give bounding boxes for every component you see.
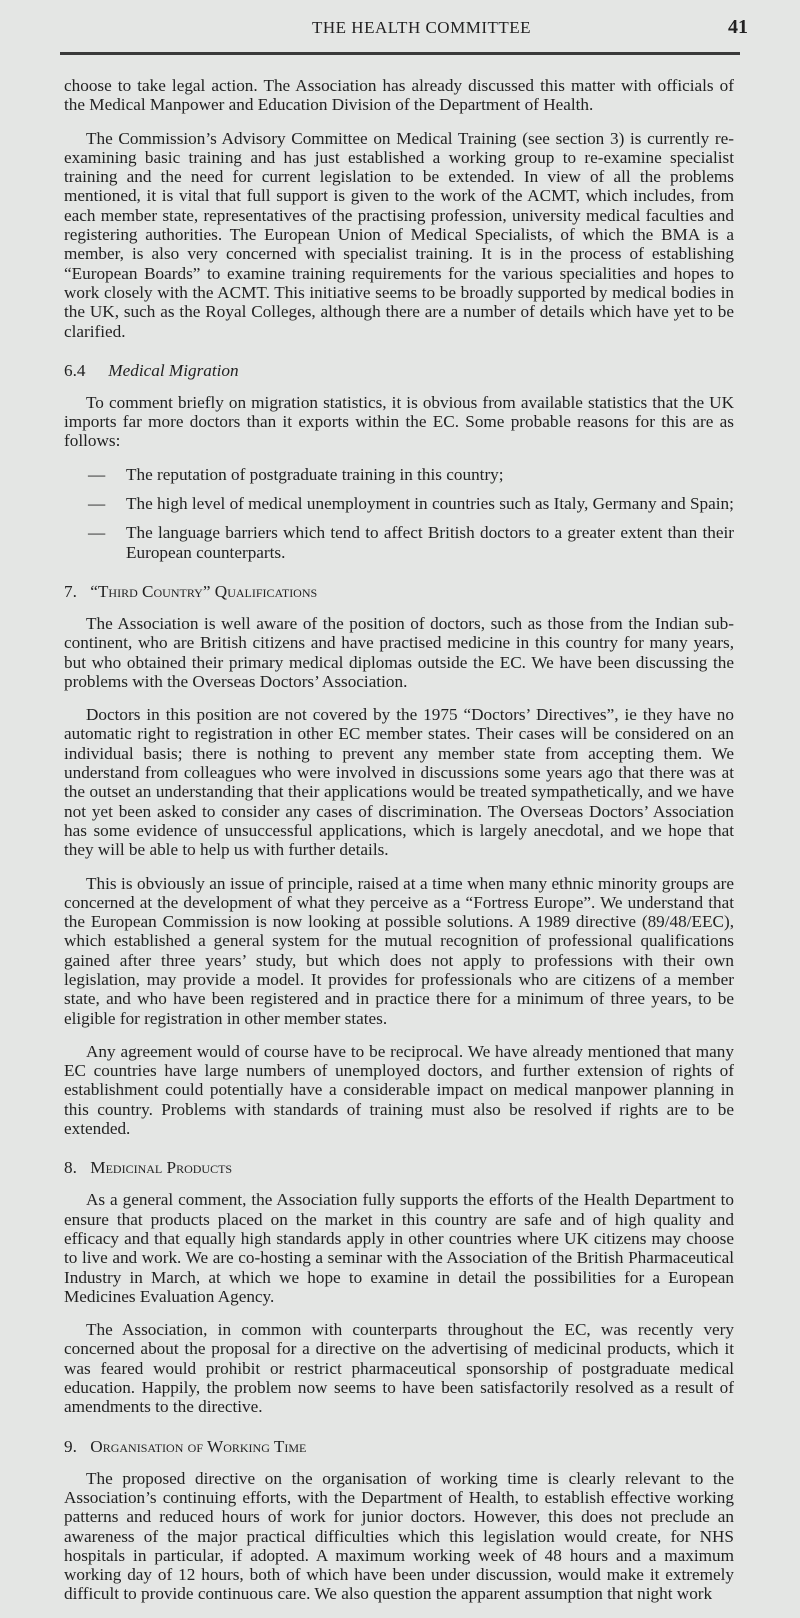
paragraph: As a general comment, the Association fully supports the efforts of the Health Department to ensure that products placed on the market in this country are safe and of high quality and efficacy and that equally high standards apply in other countries where UK citizens may choose to live and work. We are co-hosting a seminar with the Association of the British Pharmaceutical Industry in March, at which we hope to examine in detail the possibilities for a European Medicines Evaluation Agency. bbox=[64, 1190, 734, 1306]
list-item bbox=[64, 494, 734, 513]
header-title: THE HEALTH COMMITTEE bbox=[312, 18, 532, 37]
paragraph: The Association is well aware of the position of doctors, such as those from the Indian sub-continent, who are British citizens and have practised medicine in this country for many years, but who obtained their primary medical diplomas outside the EC. We have been discussing the problems with the Overseas Doctors’ Association. bbox=[64, 613, 734, 691]
section-number: 6.4 bbox=[64, 360, 86, 380]
paragraph: Doctors in this position are not covered by the 1975 “Doctors’ Directives”, ie they have no automatic right to registration in other EC member states. Their cases will be considered on an individual basis; there is nothing to prevent any member state from accepting them. We understand from colleagues who were involved in discussions some years ago that there was at the outset an understanding that their applications would be treated sympathetically, and we have not yet been asked to consider any cases of discrimination. The Overseas Doctors’ Association has some evidence of unsuccessful applications, which is largely anecdotal, and we hope that they will be able to help us with further details. bbox=[64, 705, 734, 860]
section-title: Organisation of Working Time bbox=[90, 1436, 307, 1456]
section-number: 8. bbox=[64, 1158, 77, 1178]
list-item-text: The language barriers which tend to affect British doctors to a greater extent than their European counterparts. bbox=[126, 523, 734, 562]
dash-marker: — bbox=[88, 494, 106, 514]
dash-marker: — bbox=[88, 523, 106, 543]
page-number: 41 bbox=[728, 16, 748, 38]
paragraph: The Association, in common with counterparts throughout the EC, was recently very concerned about the proposal for a directive on the advertising of medicinal products, which it was feared would prohibit or restrict pharmaceutical sponsorship of postgraduate medical education. Happily, the problem now seems to have been satisfactorily resolved as a result of amendments to the directive. bbox=[64, 1320, 734, 1417]
dash-marker: — bbox=[88, 464, 106, 484]
header-rule bbox=[60, 52, 740, 55]
section-number: 7. bbox=[64, 581, 77, 601]
list-item-text: The reputation of postgraduate training in this country; bbox=[126, 464, 504, 484]
list-item bbox=[64, 523, 734, 562]
paragraph: Any agreement would of course have to be reciprocal. We have already mentioned that many EC countries have large numbers of unemployed doctors, and further extension of rights of establishment could potentially have a considerable impact on medical manpower planning in this country. Problems with standards of training must also be resolved if rights are to be extended. bbox=[64, 1041, 734, 1139]
paragraph: To comment briefly on migration statistics, it is obvious from available statistics that the UK imports far more doctors than it exports within the EC. Some probable reasons for this are as follows: bbox=[64, 392, 734, 451]
section-title: Medical Migration bbox=[108, 360, 239, 380]
section-heading-6-4 bbox=[64, 361, 734, 381]
paragraph: This is obviously an issue of principle, raised at a time when many ethnic minority groups are concerned at the development of what they perceive as a “Fortress Europe”. We understand that the European Commission is now looking at possible solutions. A 1989 directive (89/48/EEC), which established a general system for the mutual recognition of professional qualifications gained after three years’ study, but which does not apply to professions with their own legislation, may provide a model. It provides for professionals who are citizens of a member state, and who have been registered and in practice there for a minimum of three years, to be eligible for registration in other member states. bbox=[64, 873, 734, 1028]
paragraph: The proposed directive on the organisation of working time is clearly relevant to the Association’s continuing efforts, with the Department of Health, to establish effective working patterns and reduced hours of work for junior doctors. However, this does not preclude an awareness of the major practical difficulties which this legislation would create, for NHS hospitals in particular, if adopted. A maximum working week of 48 hours and a maximum working day of 12 hours, both of which have been under discussion, would make it extremely difficult to provide continuous care. We also question the apparent assumption that night work bbox=[64, 1468, 734, 1604]
section-heading-7 bbox=[64, 582, 734, 602]
section-title: “Third Country” Qualifications bbox=[90, 581, 318, 601]
running-header bbox=[0, 18, 800, 48]
paragraph: The Commission’s Advisory Committee on Medical Training (see section 3) is currently re-examining basic training and has just established a working group to re-examine specialist training and the need for current legislation to be extended. In view of all the problems mentioned, it is vital that full support is given to the work of the ACMT, which includes, from each member state, representatives of the practising profession, university medical faculties and registering authorities. The European Union of Medical Specialists, of which the BMA is a member, is also very concerned with specialist training. It is in the process of establishing “European Boards” to examine training requirements for the various specialities and hopes to work closely with the ACMT. This initiative seems to be broadly supported by medical bodies in the UK, such as the Royal Colleges, although there are a number of details which have yet to be clarified. bbox=[64, 128, 734, 341]
list-item bbox=[64, 465, 734, 484]
section-title: Medicinal Products bbox=[90, 1158, 233, 1178]
section-heading-9 bbox=[64, 1437, 734, 1457]
section-number: 9. bbox=[64, 1436, 77, 1456]
paragraph: choose to take legal action. The Association has already discussed this matter with officials of the Medical Manpower and Education Division of the Department of Health. bbox=[64, 76, 734, 115]
section-heading-8 bbox=[64, 1158, 734, 1178]
reasons-list bbox=[64, 465, 734, 562]
list-item-text: The high level of medical unemployment in countries such as Italy, Germany and Spain; bbox=[126, 494, 734, 514]
body-text bbox=[64, 76, 734, 1618]
